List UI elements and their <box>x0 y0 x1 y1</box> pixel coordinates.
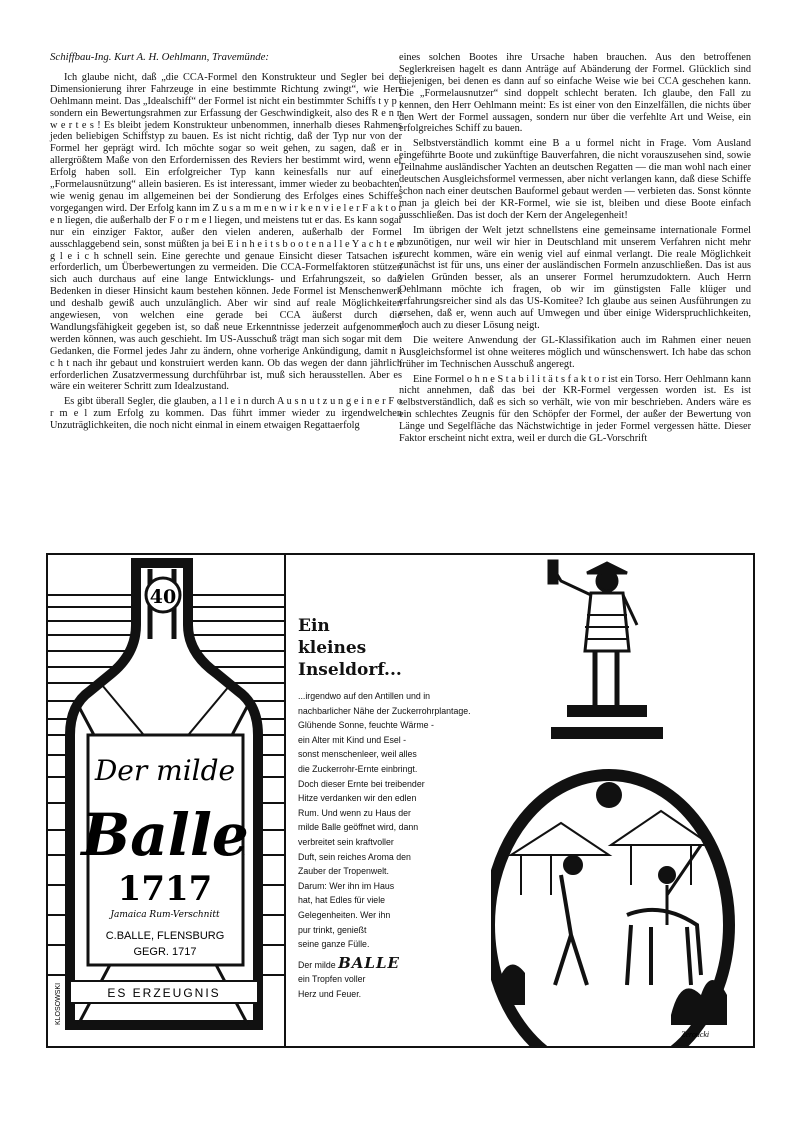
bottle-brand-script: Balle <box>81 801 249 869</box>
ad-brand-line <box>298 953 498 973</box>
article-paragraph: Es gibt überall Segler, die glauben, a l l e i n durch A u s n u t z u n g e i n e r F o r m e l zum Erfolg zu kommen. Das führt immer wieder zu irgendwelchen Unzuträglichkeiten, die noch nicht einmal in einem etwaigen Regattaerfolg <box>50 396 402 432</box>
bottle-footer: ES ERZEUGNIS <box>107 986 221 1000</box>
ad-closing-text: ein Tropfen voller Herz und Feuer. <box>298 974 366 999</box>
ad-brand-prefix: Der milde <box>298 959 336 970</box>
bottle-year: 1717 <box>117 869 213 909</box>
ad-brand-name: BALLE <box>338 953 400 972</box>
article-byline: Schiffbau-Ing. Kurt A. H. Oehlmann, Travemünde: <box>50 51 270 63</box>
artist-signature-right: Zeroucki <box>681 1030 710 1039</box>
article-paragraph: Selbstverständlich kommt eine B a u formel nicht in Frage. Vom Ausland eingeführte Boote und zukünftige Bauverfahren, die nicht vorauszusehen sind, sowie Teilnahme ausländischer Yachten an deutschen Regatten — die man wohl nach einer deutschen Ausgleichsformel vermessen, aber nicht verlangen kann, daß diese Schiffe schon nach einer deutschen Bauformel gebaut werden — verbieten das. Sonst könnte man ja gleich bei der KR-Formel, wie sie ist, bleiben und diese Boote einfach ausschließen. Das ist doch der Kern der Angelegenheit! <box>399 138 751 221</box>
bottle-label-script: Der milde <box>94 754 236 787</box>
bottle-founded: GEGR. 1717 <box>133 946 197 958</box>
ad-body-text: ...irgendwo auf den Antillen und in nachbarlicher Nähe der Zuckerrohrplantage. Glühende Sonne, feuchte Wärme - ein Alter mit Kind und Esel - sonst menschenleer, weil alles die Zuckerrohr-Ernte einbringt. Doch dieser Ernte bei treibender Hitze verdanken wir den edlen Rum. Und wenn zu Haus der milde Balle geöffnet wird, dann verbreitet sein kraftvoller Duft, sein reiches Aroma den Zauber der Tropenwelt. Darum: Wer ihn im Haus hat, hat Edles für viele Gelegenheiten. Wer ihn pur trinkt, genießt seine ganze Fülle. <box>298 691 471 950</box>
article-right-column <box>399 52 751 448</box>
ad-headline: Ein kleines Inseldorf... <box>298 616 402 680</box>
island-village-illustration <box>491 555 753 1046</box>
bottle-subline: Jamaica Rum-Verschnitt <box>110 910 220 920</box>
article-paragraph: Die weitere Anwendung der GL-Klassifikation auch im Rahmen einer neuen Ausgleichsformel ist ohne weiteres möglich und wünschenswert. Ich habe das schon früher im Technischen Ausschuß angeregt. <box>399 334 751 370</box>
bottle-percent: 40 <box>149 586 177 608</box>
article-left-column <box>50 52 402 435</box>
balle-rum-advertisement <box>46 553 755 1048</box>
artist-signature-left: KLOSOWSKI <box>55 982 62 1025</box>
island-scene-icon <box>491 555 753 1046</box>
rum-bottle-icon <box>48 555 284 1046</box>
article-paragraph: Im übrigen der Welt jetzt schnellstens eine gemeinsame internationale Formel abzunötigen, nur weil wir hier in Deutschland mit unserem Verfahren nicht mehr zurecht kommen, wäre ein wenig viel auf einmal verlangt. Die reale Möglichkeit zunächst ist für uns, uns einer der ausländischen Formeln anzuschließen. Das ist aus vielen Gründen besser, als an unserer Formel herumzudoktern. Auch Herrn Oehlmann möchte ich fragen, ob wir im günstigsten Falle klüger und erfahrungsreicher sind als das US-Komitee? Ich glaube aus seinen Ausführungen zu ersehen, daß er, wenn auch auf Umwegen und über einige Widerspruchlichkeiten, doch auch zu dieser Lösung neigt. <box>399 224 751 331</box>
ad-body-copy <box>298 689 498 1001</box>
article-paragraph: Ich glaube nicht, daß „die CCA-Formel den Konstrukteur und Segler bei der Dimensionierung ihrer Fahrzeuge in eine bestimmte Richtung zwingt“, wie Herr Oehlmann meint. Das „Idealschiff“ der Formel ist nicht ein bestimmter Schiffs t y p , sondern ein Bewertungsrahmen zur Erfassung der Geschwindigkeit, also des R e n n w e r t e s ! Es bleibt jedem Konstrukteur unbenommen, innerhalb dieses Rahmens jeden beliebigen Schiffstyp zu bauen. Es ist nicht richtig, daß der Typ nur von der Formel her geprägt wird. Ich möchte sogar so weit gehen, zu sagen, daß er in allergrößtem Maße von den Erfordernissen des Reviers her bestimmt wird, wenn er Erfolg haben soll. Ein erfolgreicher Typ kann keinesfalls nur auf einer „Formelausnützung“ allein basieren. Es ist interessant, immer wieder zu beobachten, wie wenig genau im allgemeinen bei der Sondierung des Erfolges eines Schiffes vorgegangen wird. Der Erfolg kann im Z u s a m m e n w i r k e n v i e l e r F a k t o r e n liegen, die außerhalb der F o r m e l liegen, und meistens tut er das. Es kann sogar nur ein einziger Faktor, außer den vielen anderen, außerhalb der Formel ausschlaggebend sein, sonst müßten ja bei E i n h e i t s b o o t e n a l l e Y a c h t e n g l e i c h schnell sein. Eine gerechte und genaue Einsicht dieser Tatsachen ist erforderlich, um Überbewertungen zu vermeiden. Die CCA-Formelfaktoren stützen sich auch durchaus auf eine lange Entwicklungs- und Erfahrungszeit, so daß Bedenken in dieser Hinsicht kaum bestehen können. Jede Formel ist Menschenwerk und deshalb gewiß auch unzulänglich. Aber wir sind auf reale Möglichkeiten angewiesen, von welchen eine gerade bei CCA äußerst durch die Wandlungsfähigkeit gegeben ist, so daß neue Erkenntnisse jederzeit aufgenommen werden können, was auch geschieht. Im US-Ausschuß trägt man sich sogar mit dem Gedanken, die Formel jedes Jahr zu ändern, ohne vorherige Ankündigung, damit n i c h t nach ihr gebaut und konstruiert werden kann. Ob das wegen der dann jährlich erforderlichen Zusatzvermessung durchführbar ist, muß sich herausstellen. Aber es wäre ein weiterer Schritt zum Idealzustand. <box>50 71 402 393</box>
bottle-maker: C.BALLE, FLENSBURG <box>105 930 225 942</box>
article-paragraph: eines solchen Bootes ihre Ursache haben brauchen. Aus den betroffenen Seglerkreisen hagelt es dann Anträge auf Abänderung der Formel. Glücklich sind diejenigen, bei denen es dann auf so einfache Weise wie bei CCA geschehen kann. Die „Formelausnutzer“ sind doppelt schlecht beraten. Ich glaube, den Fall zu kennen, den Herr Oehlmann meint: Es ist einer von den Einzelfällen, die nichts über den Wert der Formel aussagen, sondern nur über die verfehlte Art und Weise, ein erfolgreiches Schiff zu bauen. <box>399 52 751 135</box>
article-paragraph: Eine Formel o h n e S t a b i l i t ä t s f a k t o r ist ein Torso. Herr Oehlmann kann nicht annehmen, daß das bei der KR-Formel vergessen worden ist. Es ist selbstverständlich, daß es sich so verhält, wie von mir beschrieben. Anders wäre es ein schlechtes Zeugnis für den Schöpfer der Formel, der außer der Bewertung von Länge und Segelfläche das Nächstwichtige in jeder Formel vergessen hätte. Dieser Faktor erscheint nicht extra, weil er durch die GL-Vorschrift <box>399 373 751 445</box>
bottle-illustration <box>48 555 286 1046</box>
